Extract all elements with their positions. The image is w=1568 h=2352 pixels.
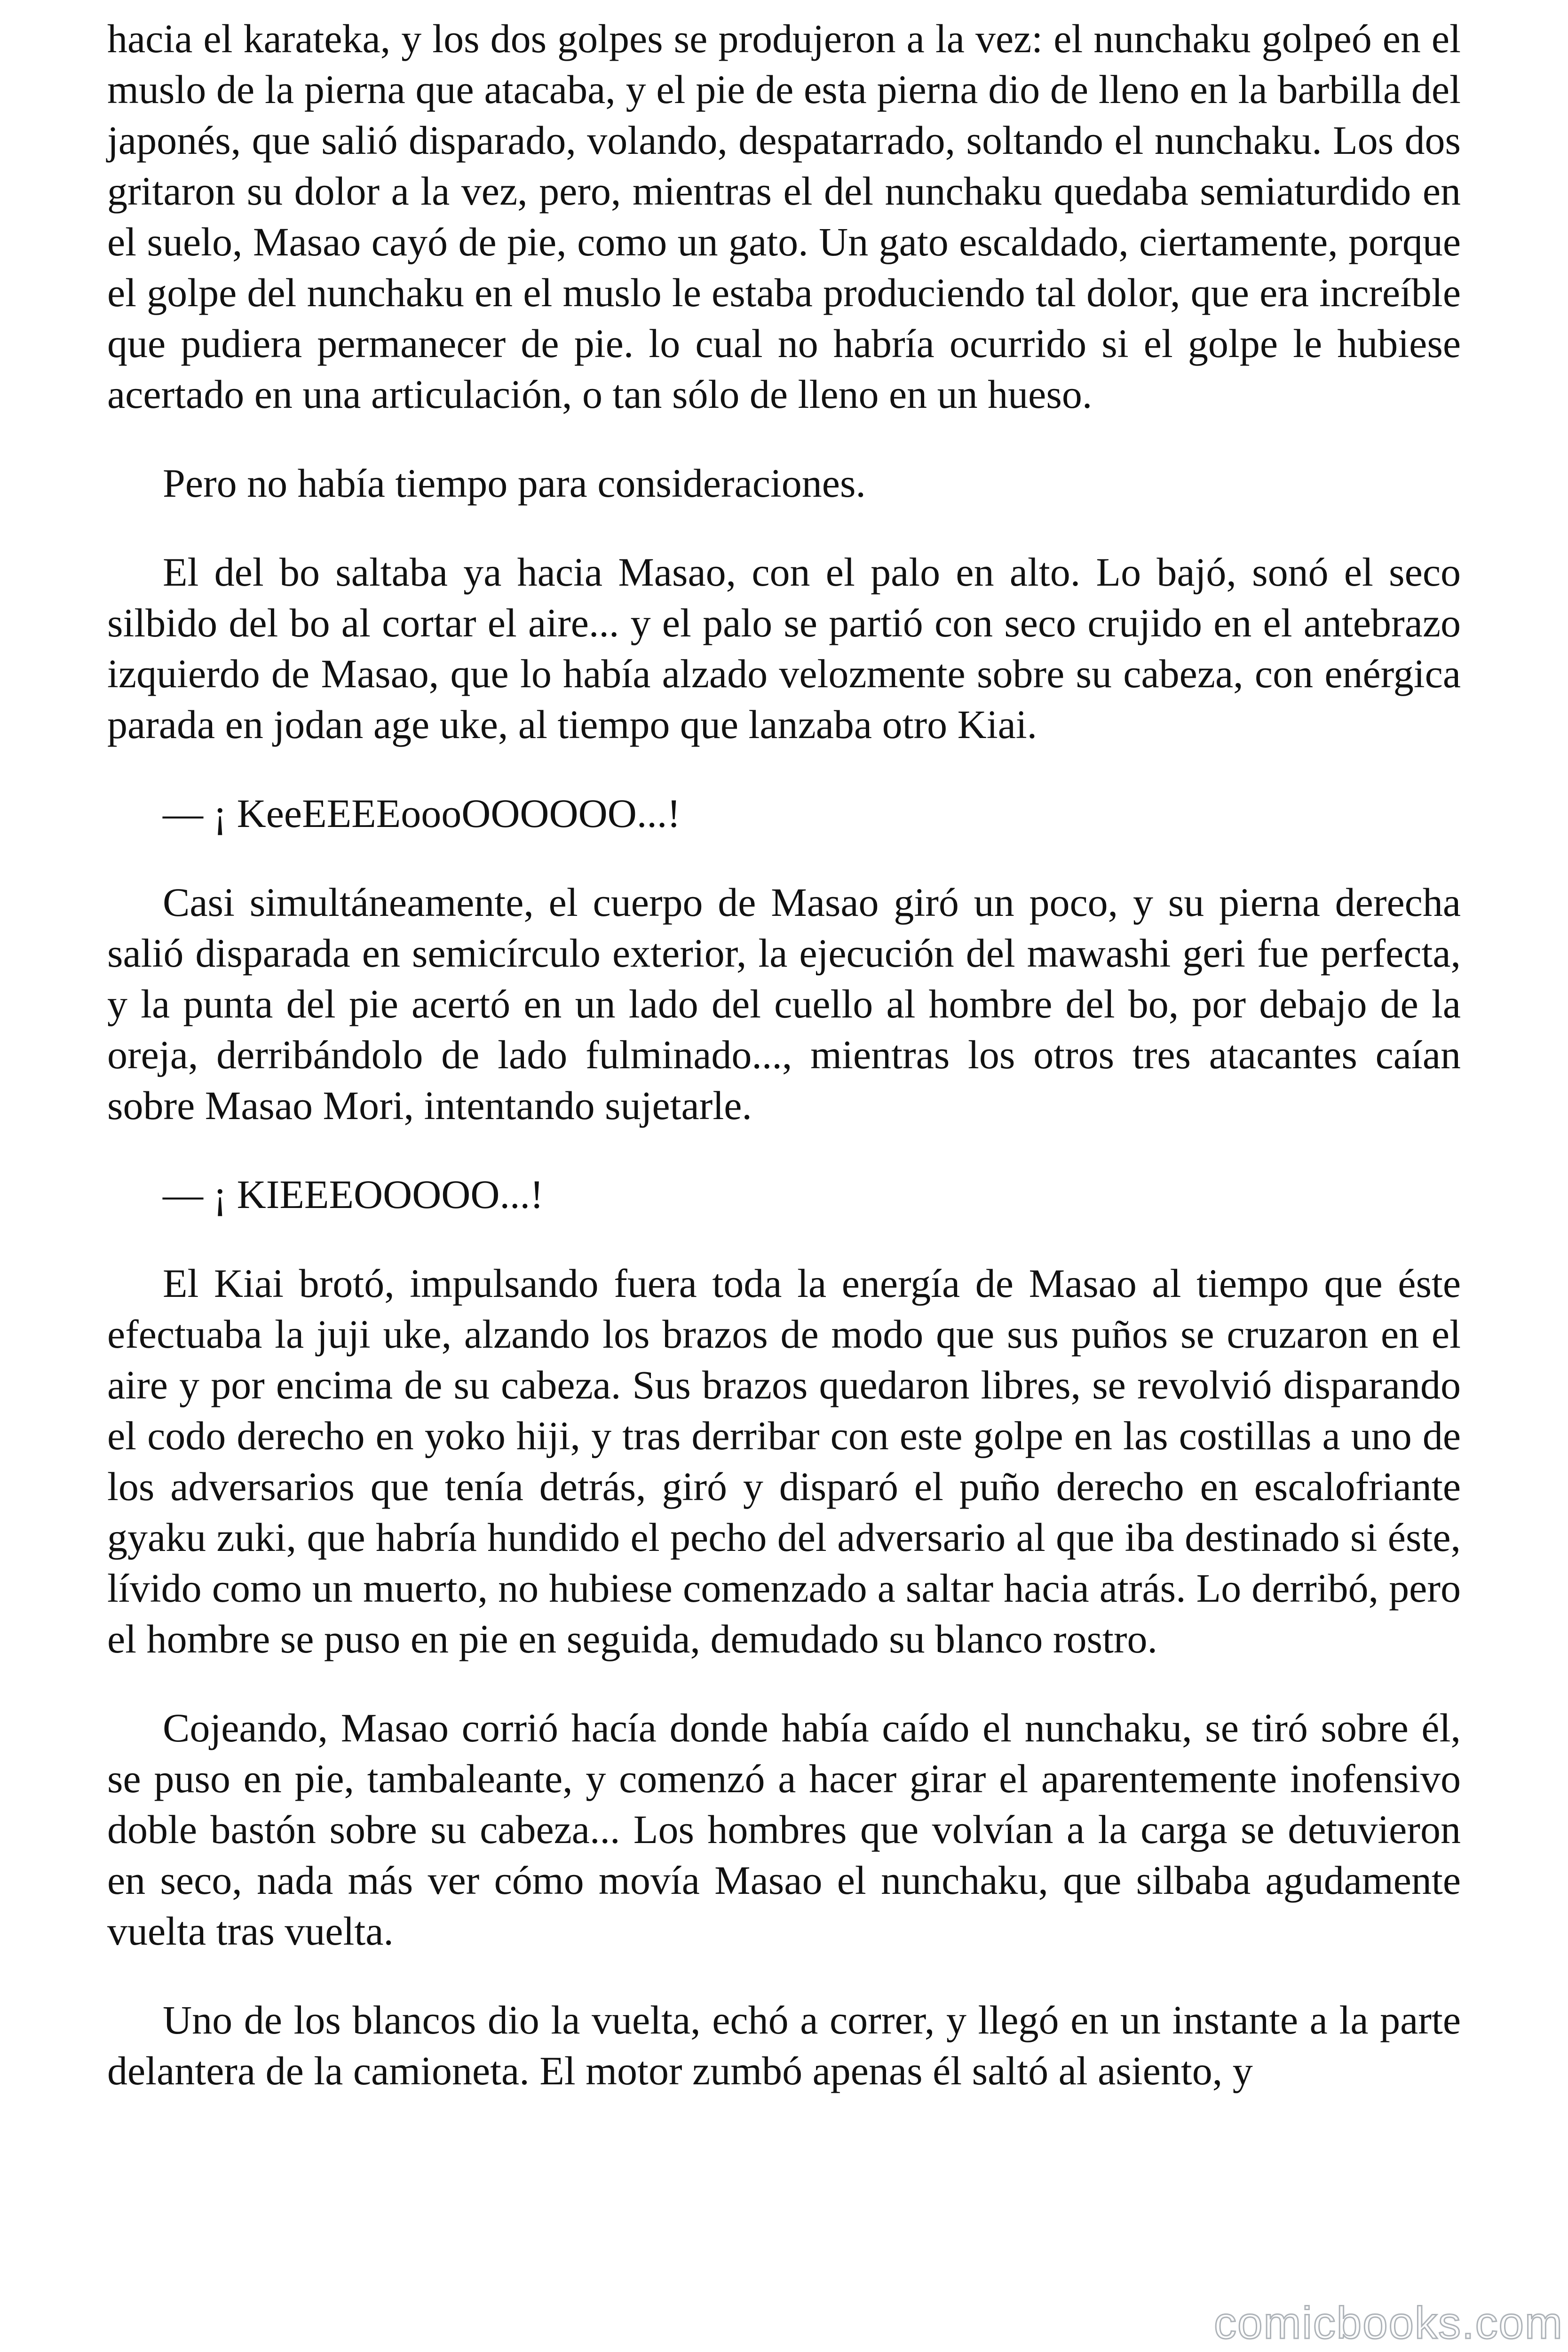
paragraph-4-shout: — ¡ KeeEEEEoooOOOOOO...!: [163, 791, 681, 836]
paragraph-6-shout: — ¡ KIEEEOOOOO...!: [163, 1172, 544, 1217]
paragraph-2: Pero no había tiempo para consideraciones.: [163, 461, 866, 506]
paragraph-8: Cojeando, Masao corrió hacía donde había caído el nunchaku, se tiró sobre él, se puso en pie, tambaleante, y comenzó a hacer girar el aparentemente inofensivo doble bastón sobre su cabeza... Los hombres que volvían a la carga se detuvieron en seco, nada más ver cómo movía Masao el nunchaku, que silbaba agudamente vuelta tras vuelta.: [107, 1705, 1461, 1954]
paragraph-1: hacia el karateka, y los dos golpes se produjeron a la vez: el nunchaku golpeó en el muslo de la pierna que atacaba, y el pie de esta pierna dio de lleno en la barbilla del japonés, que salió disparado, volando, despatarrado, soltando el nunchaku. Los dos gritaron su dolor a la vez, pero, mientras el del nunchaku quedaba semiaturdido en el suelo, Masao cayó de pie, como un gato. Un gato escaldado, ciertamente, porque el golpe del nunchaku en el muslo le estaba produciendo tal dolor, que era increíble que pudiera permanecer de pie. lo cual no habría ocurrido si el golpe le hubiese acertado en una articulación, o tan sólo de lleno en un hueso.: [107, 16, 1461, 417]
paragraph-5: Casi simultáneamente, el cuerpo de Masao giró un poco, y su pierna derecha salió disparada en semicírculo exterior, la ejecución del mawashi geri fue perfecta, y la punta del pie acertó en un lado del cuello al hombre del bo, por debajo de la oreja, derribándolo de lado fulminado..., mientras los otros tres atacantes caían sobre Masao Mori, intentando sujetarle.: [107, 880, 1461, 1128]
paragraph-9: Uno de los blancos dio la vuelta, echó a correr, y llegó en un instante a la parte delantera de la camioneta. El motor zumbó apenas él saltó al asiento, y: [107, 1997, 1461, 2093]
paragraph-7: El Kiai brotó, impulsando fuera toda la energía de Masao al tiempo que éste efectuaba la juji uke, alzando los brazos de modo que sus puños se cruzaron en el aire y por encima de su cabeza. Sus brazos quedaron libres, se revolvió disparando el codo derecho en yoko hiji, y tras derribar con este golpe en las costillas a uno de los adversarios que tenía detrás, giró y disparó el puño derecho en escalofriante gyaku zuki, que habría hundido el pecho del adversario al que iba destinado si éste, lívido como un muerto, no hubiese comenzado a saltar hacia atrás. Lo derribó, pero el hombre se puso en pie en seguida, demudado su blanco rostro.: [107, 1261, 1461, 1661]
page-text: [107, 13, 1461, 2096]
watermark-logo: comicbooks.com: [1214, 2298, 1563, 2348]
paragraph-3: El del bo saltaba ya hacia Masao, con el palo en alto. Lo bajó, sonó el seco silbido del bo al cortar el aire... y el palo se partió con seco crujido en el antebrazo izquierdo de Masao, que lo había alzado velozmente sobre su cabeza, con enérgica parada en jodan age uke, al tiempo que lanzaba otro Kiai.: [107, 549, 1461, 747]
